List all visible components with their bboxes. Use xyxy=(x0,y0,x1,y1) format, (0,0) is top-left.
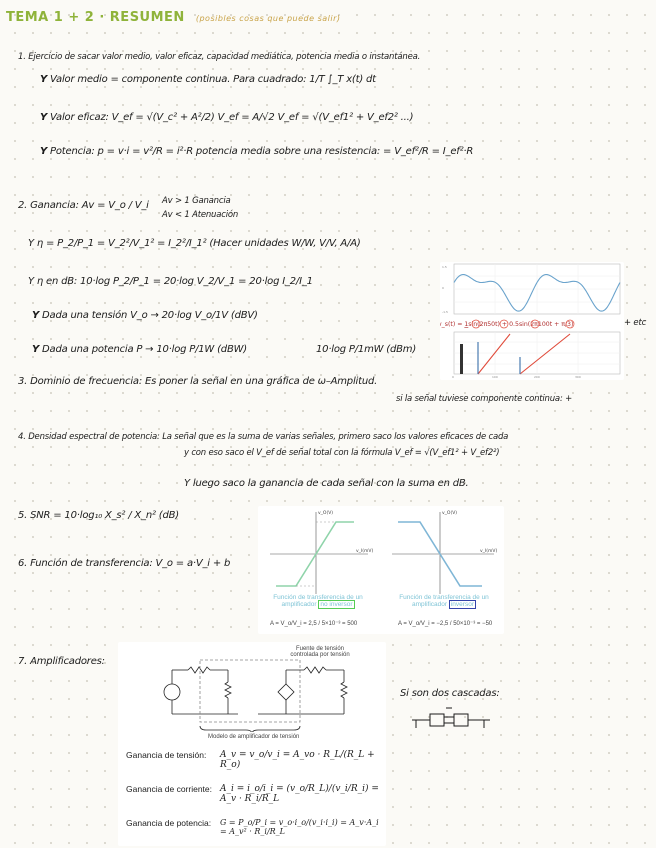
noninverting-highlight: no inversor xyxy=(320,601,353,608)
section-1-line-2: Y Valor eficaz: V_ef = √(V_c² + A²/2) V_ef = A/√2 V_ef = √(V_ef1² + V_ef2² ...) xyxy=(40,112,414,123)
amp-row1-label: Ganancia de tensión: xyxy=(126,750,207,760)
section-2-line-1: Y η = P_2/P_1 = V_2²/V_1² = I_2²/I_1² (Hacer unidades W/W, V/V, A/A) xyxy=(28,238,361,249)
section-2-heading: 2. Ganancia: Av = V_o / V_i xyxy=(18,200,149,211)
svg-text:v_I(mV): v_I(mV) xyxy=(356,549,374,554)
amp-row1-formula: A_v = v_o/v_i = A_vo · R_L/(R_L + R_o) xyxy=(220,750,375,770)
svg-text:300: 300 xyxy=(575,375,581,379)
section-2-line-4b: 10·log P/1mW (dBm) xyxy=(316,344,417,355)
svg-text:v_O(V): v_O(V) xyxy=(442,511,458,516)
s1-l2-text: Valor eficaz: V_ef = √(V_c² + A²/2) V_ef = A/√2 V_ef = √(V_ef1² + V_ef2² ...) xyxy=(50,112,414,123)
caption-left-b: amplificador xyxy=(281,601,317,608)
spectrum-etc: + etc xyxy=(624,318,647,328)
spectrum-svg xyxy=(440,262,624,380)
title-note: (posibles cosas que puede salir) xyxy=(195,14,341,23)
section-1-line-1: Y Valor medio = componente continua. Para cuadrado: 1/T ∫_T x(t) dt xyxy=(40,74,376,85)
transfer-inverting-formula: A = V_o/V_i = −2,5 / 50×10⁻³ = −50 xyxy=(398,621,493,627)
amp-top-label-a: Fuente de tensión xyxy=(295,646,345,652)
amp-row3-label: Ganancia de potencia: xyxy=(126,818,212,828)
section-2-attenuation-label: Av < 1 Atenuación xyxy=(162,210,239,220)
transfer-svg xyxy=(258,506,504,634)
s1-l1-text: Valor medio = componente continua. Para cuadrado: 1/T ∫_T x(t) dt xyxy=(50,74,376,85)
cascade-sketch xyxy=(410,706,500,736)
caption-right-a: Función de transferencia de un xyxy=(399,594,489,601)
amp-row2-label: Ganancia de corriente: xyxy=(126,784,212,794)
amp-row3-formula: G = P_o/P_i = v_o·i_o/(v_i·i_i) = A_v·A_i = A_v² · R_i/R_L xyxy=(220,818,379,836)
section-2-line-3: Y Dada una tensión V_o → 20·log V_o/1V (dBV) xyxy=(32,310,258,321)
section-6-transfer: 6. Función de transferencia: V_o = a·V_i + b xyxy=(18,558,231,569)
section-2-line-4: Y Dada una potencia P → 10·log P/1W (dBW) xyxy=(32,344,247,355)
transfer-inverting-caption xyxy=(386,594,502,608)
amplifier-circuit xyxy=(118,642,386,732)
section-2-gain-label: Av > 1 Ganancia xyxy=(162,196,231,206)
amp-row2-formula: A_i = i_o/i_i = (v_o/R_L)/(v_i/R_i) = A_v · R_i/R_L xyxy=(220,784,379,804)
svg-text:100: 100 xyxy=(492,375,498,379)
svg-text:-1.5: -1.5 xyxy=(442,310,448,314)
svg-text:v_O(V): v_O(V) xyxy=(318,511,334,516)
svg-text:0: 0 xyxy=(442,286,444,290)
inverting-highlight: inversor xyxy=(450,601,474,608)
amp-top-label-b: controlada por tensión xyxy=(290,652,350,658)
s2-l4-text: Dada una potencia P → 10·log P/1W (dBW) xyxy=(42,344,247,355)
section-7-heading: 7. Amplificadores: xyxy=(18,656,105,667)
s1-l3-text: Potencia: p = v·i = v²/R = i²·R potencia media sobre una resistencia: = V_ef²/R = I_ef²·R xyxy=(50,146,474,157)
section-3-heading: 3. Dominio de frecuencia: Es poner la señal en una gráfica de ω–Amplitud. xyxy=(18,376,378,387)
spectrum-figure xyxy=(440,262,624,380)
caption-right-b: amplificador xyxy=(412,601,448,608)
amp-model-label: Modelo de amplificador de tensión xyxy=(208,734,300,740)
title-text: TEMA 1 + 2 · RESUMEN xyxy=(6,10,185,25)
spectrum-formula: v_s(t) = 1sin(2π50t) + 0.5sin(2π100t + π/3) xyxy=(440,321,574,328)
section-2-line-2: Y η en dB: 10·log P_2/P_1 = 20·log V_2/V_1 = 20·log I_2/I_1 xyxy=(28,276,313,287)
section-3-extra: si la señal tuviese componente continua: + xyxy=(396,394,573,404)
spectrum-bar-dc xyxy=(460,344,463,374)
caption-left-a: Función de transferencia de un xyxy=(273,594,363,601)
section-1-line-3: Y Potencia: p = v·i = v²/R = i²·R potencia media sobre una resistencia: = V_ef²/R = I_ef²·R xyxy=(40,146,474,157)
s2-l3-text: Dada una tensión V_o → 20·log V_o/1V (dBV) xyxy=(42,310,258,321)
section-4-line-1: 4. Densidad espectral de potencia: La señal que es la suma de varias señales, primero saco los valores eficaces de cada xyxy=(18,432,509,442)
transfer-inverting-plot xyxy=(392,510,497,594)
cascade-label: Si son dos cascadas: xyxy=(400,688,500,699)
svg-text:0: 0 xyxy=(452,375,454,379)
transfer-noninverting-caption xyxy=(260,594,376,608)
section-1-heading: 1. Ejercicio de sacar valor medio, valor eficaz, capacidad mediática, potencia media o instantánea. xyxy=(18,52,421,62)
amplifier-figure xyxy=(118,642,386,846)
section-4-line-2: y con eso saco el V_ef de señal total con la fórmula V_ef = √(V_ef1² + V_ef2²) xyxy=(184,448,500,458)
svg-text:200: 200 xyxy=(534,375,540,379)
section-4-line-3: Y luego saco la ganancia de cada señal con la suma en dB. xyxy=(184,478,469,489)
svg-text:v_I(mV): v_I(mV) xyxy=(480,549,498,554)
transfer-noninverting-formula: A = V_o/V_i = 2,5 / 5×10⁻³ = 500 xyxy=(270,621,358,627)
page-title xyxy=(6,10,341,25)
transfer-figure xyxy=(258,506,504,634)
svg-text:1.5: 1.5 xyxy=(442,265,447,269)
transfer-noninverting-plot xyxy=(270,510,373,594)
section-5-snr: 5. SNR = 10·log₁₀ X_s² / X_n² (dB) xyxy=(18,510,179,521)
